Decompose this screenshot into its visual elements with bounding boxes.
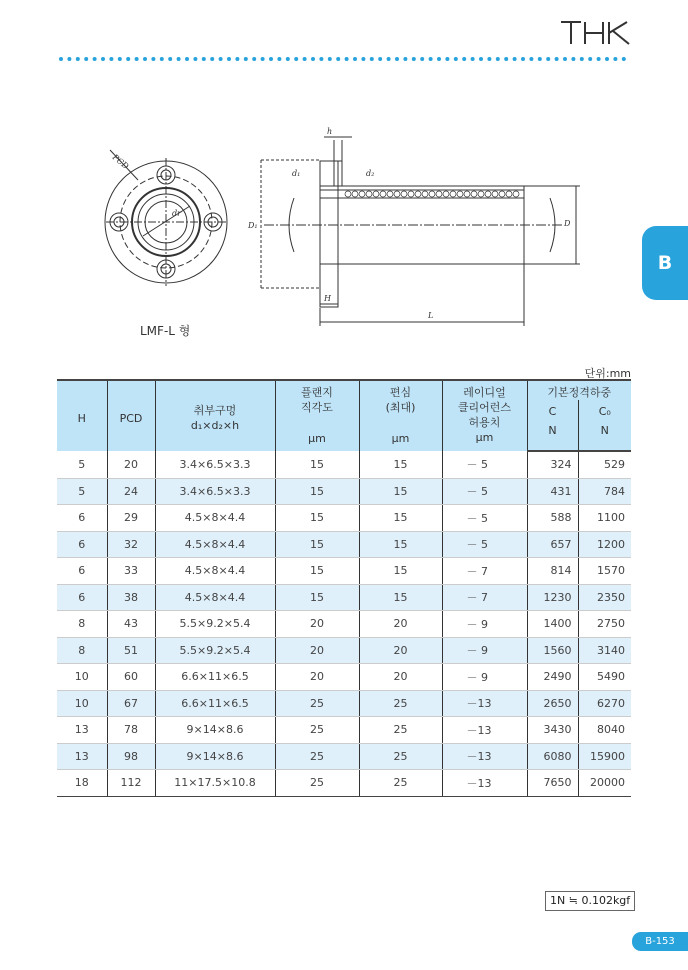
table-row <box>57 531 631 558</box>
cell-ecc: 15 <box>359 505 442 532</box>
cell-h: 13 <box>57 717 107 744</box>
section-tab-label: B <box>657 252 673 274</box>
table-row <box>57 611 631 638</box>
cell-ecc: 15 <box>359 531 442 558</box>
cell-ecc: 25 <box>359 743 442 770</box>
cell-pcd: 51 <box>107 637 155 664</box>
flange-perp-2: 직각도 <box>301 401 333 414</box>
mount-hole-label: 취부구멍 <box>193 404 237 417</box>
header-basic-load: 기본정격하중 <box>527 380 631 400</box>
cell-flange: 15 <box>275 478 359 505</box>
cell-radial: － 7 <box>442 558 527 585</box>
cell-flange: 20 <box>275 637 359 664</box>
cell-pcd: 32 <box>107 531 155 558</box>
header-radial <box>442 380 527 451</box>
cell-c0: 1200 <box>578 531 631 558</box>
radial-1: 레이디얼 <box>463 386 506 399</box>
cell-c0: 8040 <box>578 717 631 744</box>
cell-h: 5 <box>57 451 107 478</box>
cell-flange: 25 <box>275 743 359 770</box>
cell-pcd: 43 <box>107 611 155 638</box>
D-label: D <box>564 219 571 228</box>
cell-radial: － 5 <box>442 478 527 505</box>
cell-pcd: 112 <box>107 770 155 797</box>
cell-c0: 5490 <box>578 664 631 691</box>
cell-c: 3430 <box>527 717 578 744</box>
eccentricity-unit: μm <box>391 432 410 445</box>
cell-flange: 25 <box>275 690 359 717</box>
cell-radial: － 5 <box>442 531 527 558</box>
cell-ecc: 20 <box>359 611 442 638</box>
cell-radial: －13 <box>442 717 527 744</box>
table-row <box>57 743 631 770</box>
cell-pcd: 60 <box>107 664 155 691</box>
cell-c: 1400 <box>527 611 578 638</box>
cell-c0: 6270 <box>578 690 631 717</box>
header-C-unit: N <box>527 419 578 451</box>
cell-h: 8 <box>57 637 107 664</box>
cell-hole: 5.5×9.2×5.4 <box>155 637 275 664</box>
header-PCD: PCD <box>107 380 155 451</box>
cell-hole: 3.4×6.5×3.3 <box>155 478 275 505</box>
cell-c0: 529 <box>578 451 631 478</box>
cell-radial: － 7 <box>442 584 527 611</box>
eccentricity-1: 편심 <box>389 386 412 399</box>
bearing-drawing <box>98 118 588 340</box>
cell-hole: 4.5×8×4.4 <box>155 584 275 611</box>
cell-flange: 15 <box>275 558 359 585</box>
pcd-label: PCD <box>110 152 131 172</box>
cell-h: 6 <box>57 505 107 532</box>
table-row <box>57 717 631 744</box>
table-row <box>57 664 631 691</box>
header-C: C <box>527 400 578 419</box>
cell-radial: － 5 <box>442 451 527 478</box>
D1-label: D₁ <box>248 221 258 230</box>
cell-hole: 6.6×11×6.5 <box>155 664 275 691</box>
flange-perp-1: 플랜지 <box>301 386 333 399</box>
cell-c: 1230 <box>527 584 578 611</box>
header-eccentricity <box>359 380 442 451</box>
cell-pcd: 78 <box>107 717 155 744</box>
table-row <box>57 558 631 585</box>
cell-c: 1560 <box>527 637 578 664</box>
cell-c0: 15900 <box>578 743 631 770</box>
header-H: H <box>57 380 107 451</box>
cell-ecc: 15 <box>359 584 442 611</box>
flange-unit: μm <box>308 432 326 445</box>
cell-h: 13 <box>57 743 107 770</box>
cell-flange: 20 <box>275 611 359 638</box>
cell-radial: －13 <box>442 743 527 770</box>
cell-c0: 1100 <box>578 505 631 532</box>
radial-2: 클리어런스 <box>457 401 512 414</box>
cell-flange: 20 <box>275 664 359 691</box>
cell-ecc: 25 <box>359 690 442 717</box>
cell-ecc: 15 <box>359 478 442 505</box>
cell-h: 6 <box>57 531 107 558</box>
cell-c0: 2750 <box>578 611 631 638</box>
cell-radial: － 5 <box>442 505 527 532</box>
cell-pcd: 98 <box>107 743 155 770</box>
cell-radial: － 9 <box>442 611 527 638</box>
cell-h: 18 <box>57 770 107 797</box>
cell-hole: 4.5×8×4.4 <box>155 531 275 558</box>
cell-flange: 15 <box>275 505 359 532</box>
header-flange-perp <box>275 380 359 451</box>
cell-c0: 1570 <box>578 558 631 585</box>
cell-hole: 4.5×8×4.4 <box>155 558 275 585</box>
cell-pcd: 67 <box>107 690 155 717</box>
cell-ecc: 15 <box>359 451 442 478</box>
thk-logo <box>559 18 632 46</box>
dr-label: dr <box>172 209 181 218</box>
cell-flange: 25 <box>275 770 359 797</box>
cell-h: 6 <box>57 584 107 611</box>
cell-hole: 5.5×9.2×5.4 <box>155 611 275 638</box>
page-number-label: B-153 <box>645 936 675 947</box>
table-row <box>57 690 631 717</box>
cell-flange: 15 <box>275 531 359 558</box>
cell-radial: －13 <box>442 770 527 797</box>
cell-hole: 4.5×8×4.4 <box>155 505 275 532</box>
cell-c: 588 <box>527 505 578 532</box>
cell-ecc: 25 <box>359 770 442 797</box>
cell-radial: － 9 <box>442 664 527 691</box>
table-row <box>57 584 631 611</box>
cell-c: 657 <box>527 531 578 558</box>
header-C0: C₀ <box>578 400 631 419</box>
cell-c: 6080 <box>527 743 578 770</box>
cell-pcd: 38 <box>107 584 155 611</box>
cell-c0: 2350 <box>578 584 631 611</box>
dotted-divider <box>58 56 631 62</box>
conversion-note: 1N ≒ 0.102kgf <box>545 891 635 911</box>
cell-pcd: 24 <box>107 478 155 505</box>
spec-table <box>57 379 631 797</box>
cell-c: 2490 <box>527 664 578 691</box>
table-row <box>57 637 631 664</box>
cell-flange: 15 <box>275 584 359 611</box>
cell-ecc: 25 <box>359 717 442 744</box>
cell-hole: 6.6×11×6.5 <box>155 690 275 717</box>
cell-ecc: 15 <box>359 558 442 585</box>
d2-label: d₂ <box>366 169 375 178</box>
cell-pcd: 20 <box>107 451 155 478</box>
cell-c: 2650 <box>527 690 578 717</box>
L-label: L <box>428 311 434 320</box>
cell-c0: 20000 <box>578 770 631 797</box>
cell-hole: 9×14×8.6 <box>155 717 275 744</box>
unit-label: 단위:mm <box>584 367 631 380</box>
cell-h: 8 <box>57 611 107 638</box>
cell-c: 324 <box>527 451 578 478</box>
logo-text: THK <box>559 18 562 19</box>
page-number <box>632 932 688 951</box>
cell-h: 5 <box>57 478 107 505</box>
cell-flange: 15 <box>275 451 359 478</box>
H-label: H <box>324 294 331 303</box>
cell-h: 10 <box>57 664 107 691</box>
table-row <box>57 478 631 505</box>
mount-hole-dims-label: d₁×d₂×h <box>190 419 240 432</box>
table-row <box>57 770 631 797</box>
cell-c: 7650 <box>527 770 578 797</box>
header-mount-hole <box>155 380 275 451</box>
cell-hole: 3.4×6.5×3.3 <box>155 451 275 478</box>
cell-h: 6 <box>57 558 107 585</box>
cell-flange: 25 <box>275 717 359 744</box>
cell-hole: 11×17.5×10.8 <box>155 770 275 797</box>
header-C0-unit: N <box>578 419 631 451</box>
cell-radial: －13 <box>442 690 527 717</box>
radial-unit: μm <box>475 431 494 444</box>
cell-c0: 3140 <box>578 637 631 664</box>
cell-pcd: 33 <box>107 558 155 585</box>
cell-c: 814 <box>527 558 578 585</box>
cell-ecc: 20 <box>359 664 442 691</box>
radial-3: 허용치 <box>468 416 501 429</box>
cell-ecc: 20 <box>359 637 442 664</box>
table-row <box>57 451 631 478</box>
cell-radial: － 9 <box>442 637 527 664</box>
cell-hole: 9×14×8.6 <box>155 743 275 770</box>
cell-c: 431 <box>527 478 578 505</box>
d1-label: d₁ <box>292 169 301 178</box>
section-tab <box>642 226 688 300</box>
cell-c0: 784 <box>578 478 631 505</box>
figure-caption: LMF-L 형 <box>140 324 191 338</box>
eccentricity-2: (최대) <box>385 401 416 414</box>
cell-h: 10 <box>57 690 107 717</box>
cell-pcd: 29 <box>107 505 155 532</box>
table-row <box>57 505 631 532</box>
h-label: h <box>327 127 333 136</box>
